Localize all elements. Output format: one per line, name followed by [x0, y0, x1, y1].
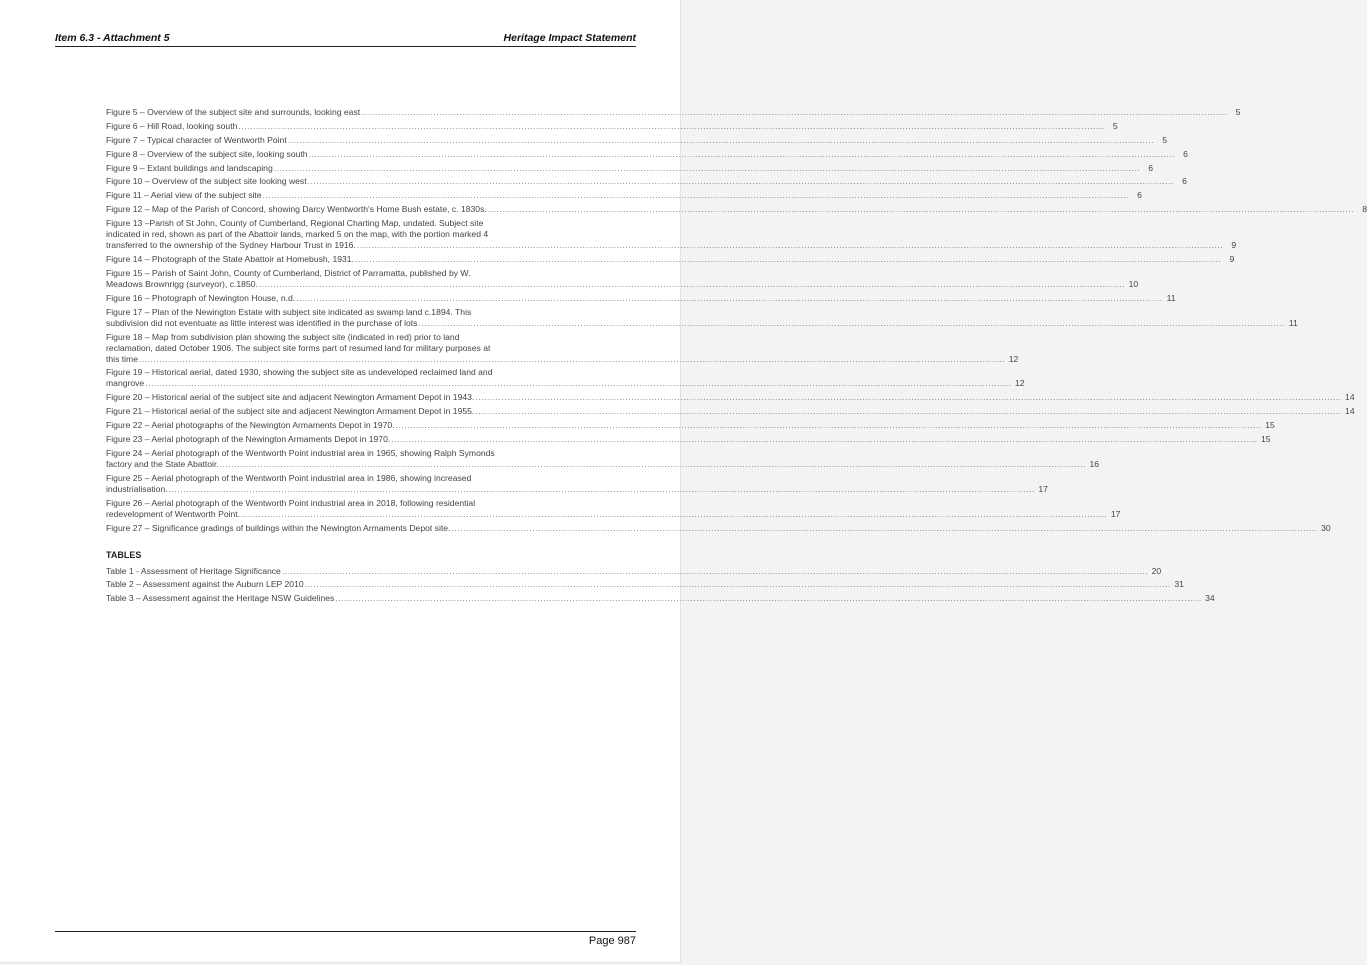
figure-entry-final-line: [106, 483, 1048, 495]
table-entry-text-line: Table 3 – Assessment against the Heritage NSW Guidelines: [106, 593, 335, 604]
figure-entry-text-line: subdivision did not eventuate as little interest was identified in the purchase of lots: [106, 317, 418, 328]
figure-entry[interactable]: [106, 162, 1154, 174]
figure-entry-text-line: Figure 22 – Aerial photographs of the Newington Armaments Depot in 1970.: [106, 420, 395, 431]
figure-entry-text-line: transferred to the ownership of the Sydney Harbour Trust in 1916.: [106, 240, 356, 251]
figure-entry-final-line: [106, 204, 1367, 215]
figure-entry-page-number: 16: [1089, 458, 1100, 469]
dot-leader: ............................................................................................................................................................................................................................................................................................................: [281, 565, 1149, 576]
dot-leader: ............................................................................................................................................................................................................................................................................................................: [241, 508, 1108, 519]
figure-entry-text-line: Figure 17 – Plan of the Newington Estate with subject site indicated as swamp land c.1894. This: [106, 306, 472, 317]
dot-leader: ............................................................................................................................................................................................................................................................................................................: [475, 392, 1342, 403]
figure-entry-page-number: 30: [1321, 522, 1331, 533]
figure-entry-text-line: Figure 6 – Hill Road, looking south: [106, 120, 238, 131]
page-header: [55, 32, 636, 47]
tables-list: [106, 565, 1215, 605]
dot-leader: ............................................................................................................................................................................................................................................................................................................: [262, 190, 1129, 201]
figure-entry-page-number: 6: [1148, 162, 1154, 173]
figure-entry-text-line: Figure 21 – Historical aerial of the subject site and adjacent Newington Armament Depot in 1955.: [106, 406, 475, 417]
figure-entry-text-line: Figure 10 – Overview of the subject site looking west: [106, 176, 307, 187]
figure-entry[interactable]: [106, 522, 1331, 534]
dot-leader: ............................................................................................................................................................................................................................................................................................................: [356, 240, 1224, 251]
figure-entry-final-line: [106, 278, 1139, 290]
figure-entry-final-line: [106, 392, 1355, 403]
figure-entry-text-line: Figure 16 – Photograph of Newington House, n.d.: [106, 292, 296, 303]
figure-entry-text-line: industrialisation.: [106, 483, 168, 494]
figure-entry-final-line: [106, 107, 1241, 118]
figure-entry-text-line: Meadows Brownrigg (surveyor), c.1850.: [106, 278, 258, 289]
figure-entry-final-line: [106, 162, 1154, 174]
dot-leader: ............................................................................................................................................................................................................................................................................................................: [308, 148, 1175, 159]
table-entry-text-line: Table 2 – Assessment against the Auburn LEP 2010: [106, 579, 304, 590]
figure-entry-page-number: 5: [1112, 120, 1118, 131]
dot-leader: ............................................................................................................................................................................................................................................................................................................: [451, 522, 1318, 533]
dot-leader: ............................................................................................................................................................................................................................................................................................................: [354, 254, 1222, 265]
figure-entry[interactable]: [106, 120, 1118, 132]
dot-leader: ............................................................................................................................................................................................................................................................................................................: [296, 292, 1163, 303]
figure-entry-final-line: [106, 317, 1298, 329]
figure-entry-page-number: 17: [1110, 508, 1121, 519]
figure-entry[interactable]: [106, 472, 1048, 495]
dot-leader: ............................................................................................................................................................................................................................................................................................................: [168, 483, 1035, 494]
figure-entry-final-line: [106, 458, 1100, 470]
figure-entry-page-number: 12: [1008, 353, 1019, 364]
figure-entry-text-line: Figure 12 – Map of the Parish of Concord, showing Darcy Wentworth's Home Bush estate, c. 1830s.: [106, 204, 487, 215]
figure-entry-page-number: 8: [1362, 204, 1367, 215]
figure-entry-text-line: Figure 19 – Historical aerial, dated 1930, showing the subject site as undeveloped reclaimed land and: [106, 367, 493, 378]
figure-entry-page-number: 5: [1235, 107, 1241, 117]
figure-entry-page-number: 5: [1162, 134, 1168, 145]
figure-entry-text-line: Figure 20 – Historical aerial of the subject site and adjacent Newington Armament Depot in 1943.: [106, 392, 475, 403]
figure-entry-page-number: 14: [1345, 406, 1355, 417]
table-entry[interactable]: [106, 593, 1215, 604]
figure-entry[interactable]: [106, 420, 1275, 431]
figure-entry-text-line: Figure 8 – Overview of the subject site, looking south: [106, 148, 308, 159]
figures-list: [106, 107, 1367, 534]
figure-entry[interactable]: [106, 434, 1271, 445]
figure-entry-final-line: [106, 254, 1235, 265]
figure-entry-text-line: Figure 24 – Aerial photograph of the Wentworth Point industrial area in 1965, showing Ralph Symonds: [106, 447, 495, 458]
figure-entry[interactable]: [106, 204, 1367, 215]
figure-entry[interactable]: [106, 331, 1019, 365]
figure-entry-final-line: [106, 148, 1188, 160]
figure-entry-text-line: reclamation, dated October 1906. The subject site forms part of resumed land for military purposes at: [106, 342, 491, 353]
dot-leader: ............................................................................................................................................................................................................................................................................................................: [145, 378, 1012, 389]
figure-entry[interactable]: [106, 497, 1121, 520]
figure-entry-text-line: this time: [106, 353, 138, 364]
figure-entry-final-line: [106, 353, 1019, 365]
figure-entry[interactable]: [106, 306, 1298, 329]
header-document-title: Heritage Impact Statement: [503, 32, 636, 44]
figure-entry-text-line: indicated in red, shown as part of the Abattoir lands, marked 5 on the map, with the portion marked 4: [106, 229, 489, 240]
figure-entry-text-line: Figure 13 –Parish of St John, County of Cumberland, Regional Charting Map, undated. Subject site: [106, 218, 484, 229]
figure-entry-text-line: factory and the State Abattoir.: [106, 458, 219, 469]
figure-entry-text-line: Figure 7 – Typical character of Wentworth Point: [106, 134, 287, 145]
figure-entry-page-number: 17: [1038, 483, 1048, 494]
figure-entry[interactable]: [106, 254, 1235, 265]
figure-entry-page-number: 6: [1137, 190, 1142, 201]
figure-entry[interactable]: [106, 107, 1241, 118]
figure-entry-final-line: [106, 420, 1275, 431]
dot-leader: ............................................................................................................................................................................................................................................................................................................: [335, 593, 1202, 604]
dot-leader: ............................................................................................................................................................................................................................................................................................................: [139, 353, 1006, 364]
figure-entry-final-line: [106, 508, 1121, 520]
dot-leader: ............................................................................................................................................................................................................................................................................................................: [287, 134, 1155, 145]
dot-leader: ............................................................................................................................................................................................................................................................................................................: [475, 406, 1342, 417]
table-entry-page-number: 34: [1205, 593, 1215, 604]
figure-entry-text-line: Figure 14 – Photograph of the State Abattoir at Homebush, 1931.: [106, 254, 354, 265]
dot-leader: ............................................................................................................................................................................................................................................................................................................: [219, 458, 1087, 469]
figure-entry-final-line: [106, 190, 1142, 201]
table-entry-final-line: [106, 579, 1184, 590]
figure-entry-final-line: [106, 406, 1355, 417]
table-entry-text-line: Table 1 - Assessment of Heritage Significance: [106, 565, 281, 576]
figure-entry[interactable]: [106, 218, 1237, 251]
figure-entry-final-line: [106, 120, 1118, 132]
dot-leader: ............................................................................................................................................................................................................................................................................................................: [361, 107, 1228, 117]
figure-entry-page-number: 6: [1182, 176, 1187, 187]
header-attachment-label: Item 6.3 - Attachment 5: [55, 32, 170, 44]
figure-entry[interactable]: [106, 190, 1142, 201]
figure-entry-page-number: 15: [1265, 420, 1275, 431]
dot-leader: ............................................................................................................................................................................................................................................................................................................: [273, 162, 1141, 173]
figure-entry-page-number: 12: [1014, 378, 1025, 389]
figure-entry-page-number: 11: [1166, 292, 1176, 303]
figure-entry-page-number: 11: [1288, 317, 1298, 328]
figure-entry-page-number: 9: [1229, 254, 1235, 265]
dot-leader: ............................................................................................................................................................................................................................................................................................................: [304, 579, 1171, 590]
figure-entry[interactable]: [106, 392, 1355, 403]
page-footer: [55, 931, 636, 947]
dot-leader: ............................................................................................................................................................................................................................................................................................................: [391, 434, 1258, 445]
figure-entry-final-line: [106, 434, 1271, 445]
figure-entry[interactable]: [106, 267, 1139, 290]
table-entry[interactable]: [106, 579, 1184, 590]
figure-entry[interactable]: [106, 367, 1025, 389]
figure-entry[interactable]: [106, 148, 1188, 160]
figure-entry[interactable]: [106, 406, 1355, 417]
dot-leader: ............................................................................................................................................................................................................................................................................................................: [418, 317, 1285, 328]
figure-entry-text-line: Figure 9 – Extant buildings and landscaping: [106, 162, 273, 173]
dot-leader: ............................................................................................................................................................................................................................................................................................................: [307, 176, 1174, 187]
list-of-figures-and-tables: [106, 107, 1367, 607]
figure-entry-final-line: [106, 292, 1176, 304]
figure-entry-final-line: [106, 240, 1237, 251]
figure-entry[interactable]: [106, 292, 1176, 304]
figure-entry-text-line: Figure 27 – Significance gradings of buildings within the Newington Armaments Depot site.: [106, 522, 451, 533]
figure-entry-page-number: 14: [1345, 392, 1355, 403]
figure-entry-final-line: [106, 378, 1025, 389]
page-number: Page 987: [588, 935, 636, 947]
figure-entry[interactable]: [106, 134, 1168, 146]
table-entry-page-number: 31: [1174, 579, 1184, 590]
figure-entry-text-line: Figure 18 – Map from subdivision plan showing the subject site (indicated in red) prior to land: [106, 331, 460, 342]
dot-leader: ............................................................................................................................................................................................................................................................................................................: [258, 278, 1126, 289]
table-entry[interactable]: [106, 565, 1162, 577]
figure-entry-final-line: [106, 176, 1187, 187]
tables-heading: TABLES: [106, 549, 142, 560]
figure-entry-final-line: [106, 134, 1168, 146]
figure-entry-text-line: Figure 25 – Aerial photograph of the Wentworth Point industrial area in 1986, showing increased: [106, 472, 472, 483]
figure-entry[interactable]: [106, 447, 1100, 470]
dot-leader: ............................................................................................................................................................................................................................................................................................................: [395, 420, 1262, 431]
figure-entry-text-line: Figure 23 – Aerial photograph of the Newington Armaments Depot in 1970.: [106, 434, 391, 445]
table-entry-page-number: 20: [1151, 565, 1162, 576]
dot-leader: ............................................................................................................................................................................................................................................................................................................: [238, 120, 1105, 131]
table-entry-final-line: [106, 565, 1162, 577]
figure-entry-page-number: 9: [1231, 240, 1237, 251]
figure-entry-text-line: Figure 11 – Aerial view of the subject site: [106, 190, 262, 201]
figure-entry-text-line: Figure 15 – Parish of Saint John, County of Cumberland, District of Parramatta, published by W.: [106, 267, 471, 278]
table-entry-final-line: [106, 593, 1215, 604]
figure-entry-text-line: Figure 26 – Aerial photograph of the Wentworth Point industrial area in 2018, following residential: [106, 497, 476, 508]
figure-entry-text-line: redevelopment of Wentworth Point.: [106, 508, 241, 519]
dot-leader: ............................................................................................................................................................................................................................................................................................................: [487, 204, 1355, 215]
figure-entry-text-line: mangrove: [106, 378, 145, 389]
figure-entry-page-number: 15: [1260, 434, 1271, 445]
figure-entry-final-line: [106, 522, 1331, 534]
figure-entry-text-line: Figure 5 – Overview of the subject site and surrounds, looking east: [106, 107, 361, 117]
figure-entry[interactable]: [106, 176, 1187, 187]
figure-entry-page-number: 6: [1183, 148, 1188, 159]
figure-entry-page-number: 10: [1128, 278, 1139, 289]
